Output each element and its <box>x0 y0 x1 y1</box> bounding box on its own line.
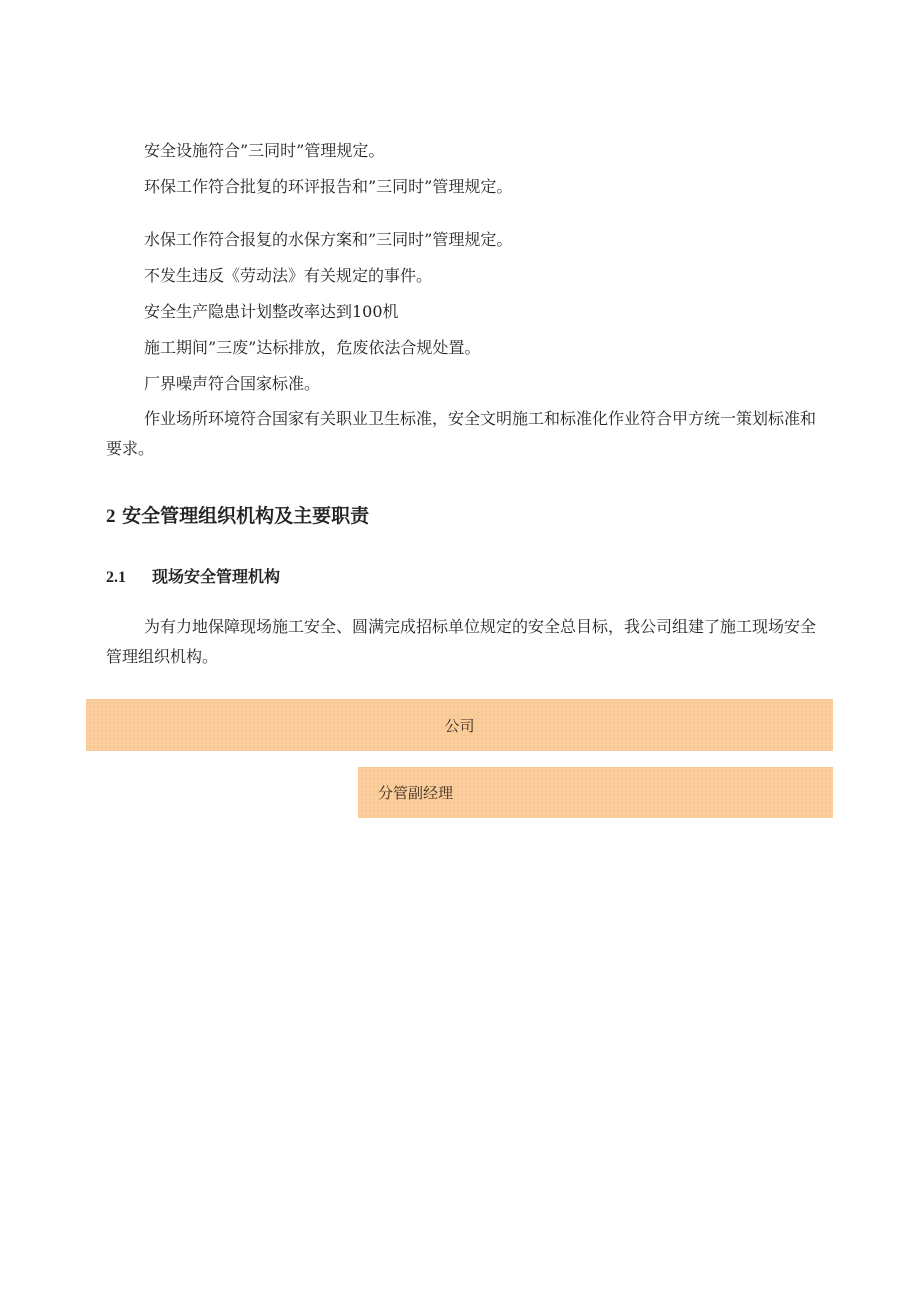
section-title: 安全管理组织机构及主要职责 <box>122 505 370 527</box>
list-item: 施工期间”三废”达标排放，危废依法合规处置。 <box>144 338 481 357</box>
list-item: 不发生违反《劳动法》有关规定的事件。 <box>144 266 433 285</box>
org-node-deputy-manager-label: 分管副经理 <box>378 785 454 802</box>
org-node-company-label: 公司 <box>444 717 475 735</box>
paragraph-workplace: 作业场所环境符合国家有关职业卫生标准，安全文明施工和标准化作业符合甲方统一策划标准和要求。 <box>106 409 817 458</box>
subsection-number: 2.1 <box>106 569 126 586</box>
paragraph-intro: 为有力地保障现场施工安全、圆满完成招标单位规定的安全总目标，我公司组建了施工现场安全管理组织机构。 <box>106 617 817 666</box>
section-heading <box>106 505 369 528</box>
list-item: 环保工作符合批复的环评报告和”三同时”管理规定。 <box>144 177 513 196</box>
list-item: 水保工作符合报复的水保方案和”三同时”管理规定。 <box>144 230 513 249</box>
org-node-company <box>86 699 833 751</box>
org-node-deputy-manager <box>358 767 833 818</box>
list-item: 安全设施符合”三同时”管理规定。 <box>144 141 385 160</box>
section-number: 2 <box>106 506 116 527</box>
subsection-title: 现场安全管理机构 <box>152 567 281 586</box>
subsection-heading <box>106 568 280 587</box>
list-item: 厂界噪声符合国家标准。 <box>144 374 321 393</box>
list-item: 安全生产隐患计划整改率达到100机 <box>144 302 399 321</box>
